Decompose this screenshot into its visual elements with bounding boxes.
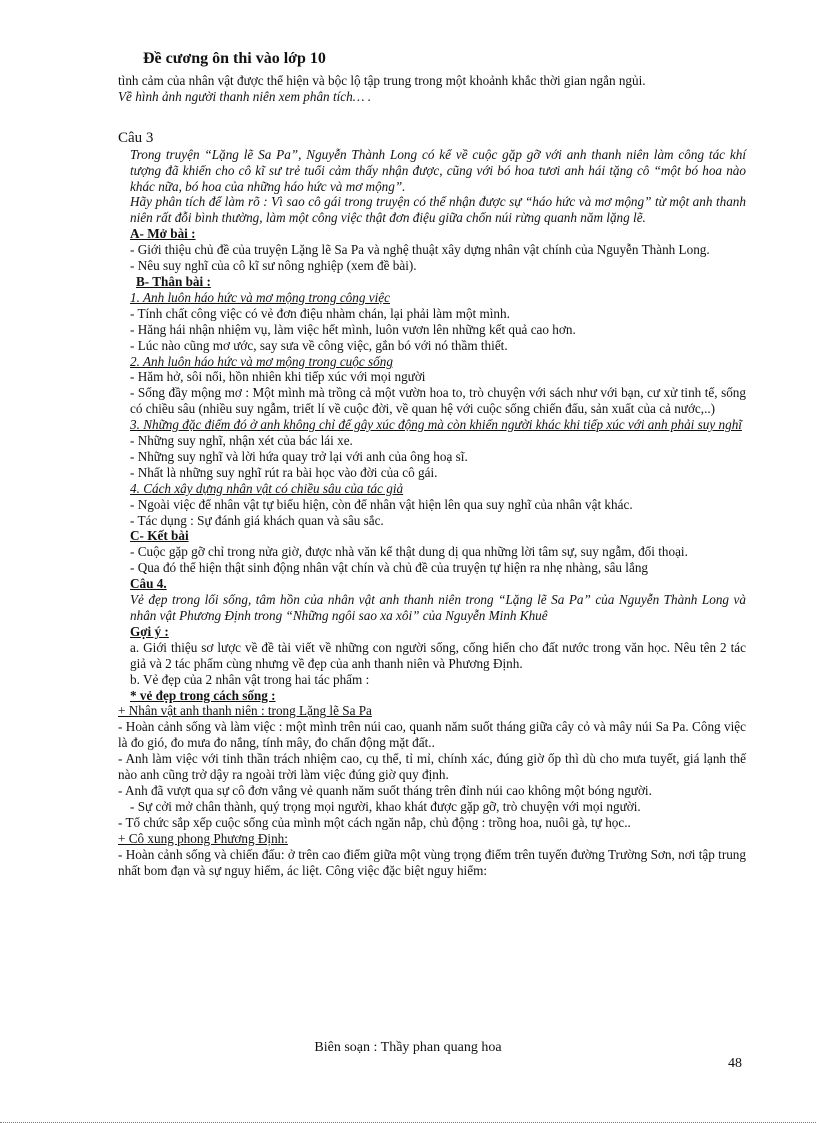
section-a-item: - Giới thiệu chủ đề của truyện Lặng lẽ Sa Pa và nghệ thuật xây dựng nhân vật chính của Nguyễn Thành Long. bbox=[130, 242, 710, 258]
section-a-item: - Nêu suy nghĩ của cô kĩ sư nông nghiệp (xem đề bài). bbox=[130, 258, 417, 274]
subsection-4-item: - Tác dụng : Sự đánh giá khách quan và sâu sắc. bbox=[130, 512, 384, 528]
character-2-item: - Hoàn cảnh sống và chiến đấu: ở trên cao điểm giữa một vùng trọng điểm trên tuyến đường Trường Sơn, nơi tập trung nhất bom đạn và sự nguy hiểm, ác liệt. Công việc đặc biệt nguy hiểm: bbox=[118, 846, 746, 878]
subsection-3-item: - Nhất là những suy nghĩ rút ra bài học vào đời của cô gái. bbox=[130, 464, 438, 480]
document-body bbox=[118, 52, 746, 878]
subsection-2-item: - Hăm hở, sôi nổi, hồn nhiên khi tiếp xúc với mọi người bbox=[130, 369, 426, 385]
subsection-4-title: 4. Cách xây dựng nhân vật có chiều sâu của tác giả bbox=[130, 480, 404, 496]
subsection-3-title: 3. Những đặc điểm đó ở anh không chỉ để gây xúc động mà còn khiến người khác khi tiếp xúc với anh phải suy nghĩ bbox=[130, 417, 742, 433]
section-c-title: C- Kết bài bbox=[130, 528, 189, 544]
section-a-title: A- Mở bài : bbox=[130, 226, 196, 242]
page-header: Đề cương ôn thi vào lớp 10 bbox=[143, 50, 326, 67]
section-b-title: B- Thân bài : bbox=[136, 273, 211, 289]
subsection-3-item: - Những suy nghĩ và lời hứa quay trở lại với anh của ông hoạ sĩ. bbox=[130, 448, 468, 464]
question-4-prompt: Vẻ đẹp trong lối sống, tâm hồn của nhân vật anh thanh niên trong “Lặng lẽ Sa Pa” của Nguyễn Thành Long và nhân vật Phương Định trong “Những ngôi sao xa xôi” của Nguyễn Minh Khuê bbox=[130, 592, 746, 623]
hint-star: * vẻ đẹp trong cách sống : bbox=[130, 687, 276, 703]
question-3-prompt: Trong truyện “Lặng lẽ Sa Pa”, Nguyễn Thành Long có kể về cuộc gặp gỡ với anh thanh niên làm công tác khí tượng đã khiến cho cô kĩ sư trẻ tuổi cảm thấy nhận được, cũng với bó hoa tươi anh hái tặng cô “một bó hoa nào khác nữa, bó hoa của những háo hức và mơ mộng”. bbox=[130, 146, 746, 194]
section-c-item: - Qua đó thể hiện thật sinh động nhân vật chín và chủ đề của truyện tự hiện ra nhẹ nhàng, sâu lắng bbox=[130, 560, 649, 576]
page-footer: Biên soạn : Thầy phan quang hoa bbox=[314, 1040, 502, 1055]
character-1-title: + Nhân vật anh thanh niên : trong Lặng lẽ Sa Pa bbox=[118, 703, 372, 719]
subsection-3-item: - Những suy nghĩ, nhận xét của bác lái xe. bbox=[130, 433, 353, 449]
intro-paragraph: tình cảm của nhân vật được thể hiện và bộc lộ tập trung trong một khoảnh khắc thời gian ngắn ngủi. bbox=[118, 73, 646, 88]
hint-title: Gợi ý : bbox=[130, 623, 169, 639]
subsection-2-item: - Sống đầy mộng mơ : Một mình mà trồng cả một vườn hoa to, trò chuyện với sách như với bạn, cư xử tinh tế, sống có chiều sâu (nhiều suy ngẫm, triết lí về cuộc đời, về quan hệ với cuộc sống chiến đấu, sản xuất của cả nước,..) bbox=[130, 385, 746, 417]
character-2-title: + Cô xung phong Phương Định: bbox=[118, 830, 288, 846]
character-1-item: - Hoàn cảnh sống và làm việc : một mình trên núi cao, quanh năm suốt tháng giữa cây cỏ và mây núi Sa Pa. Công việc là đo gió, đo mưa đo nắng, tính mây, đo chấn động mặt đất.. bbox=[118, 719, 746, 751]
character-1-item: - Anh làm việc với tinh thần trách nhiệm cao, cụ thể, tỉ mỉ, chính xác, đúng giờ ốp thì dù cho mưa tuyết, giá lạnh thế nào anh cũng trở dậy ra ngoài trời làm việc đúng giờ quy định. bbox=[118, 751, 746, 783]
hint-a: a. Giới thiệu sơ lược về đề tài viết về những con người sống, cống hiến cho đất nước trong văn học. Nêu tên 2 tác giả và 2 tác phẩm cùng nhưng về đẹp của anh thanh niên và Phương Định. bbox=[130, 639, 746, 671]
subsection-4-item: - Ngoài việc để nhân vật tự biểu hiện, còn để nhân vật hiện lên qua suy nghĩ của nhân vật khác. bbox=[130, 496, 633, 512]
subsection-1-item: - Lúc nào cũng mơ ước, say sưa về công việc, gắn bó với nó thầm thiết. bbox=[130, 337, 508, 353]
subsection-1-title: 1. Anh luôn háo hức và mơ mộng trong công việc bbox=[130, 289, 390, 305]
subsection-1-item: - Tính chất công việc có vẻ đơn điệu nhàm chán, lại phải làm một mình. bbox=[130, 305, 510, 321]
page-number: 48 bbox=[728, 1056, 742, 1071]
character-1-item: - Tổ chức sắp xếp cuộc sống của mình một cách ngăn nắp, chủ động : trồng hoa, nuôi gà, tự học.. bbox=[118, 814, 631, 830]
intro-note: Về hình ảnh người thanh niên xem phân tích… . bbox=[118, 88, 372, 104]
question-4-title: Câu 4. bbox=[130, 576, 167, 592]
question-3-title: Câu 3 bbox=[118, 129, 154, 146]
character-1-item: - Sự cởi mở chân thành, quý trọng mọi người, khao khát được gặp gỡ, trò chuyện với mọi người. bbox=[130, 798, 641, 814]
subsection-1-item: - Hăng hái nhận nhiệm vụ, làm việc hết mình, luôn vươn lên những kết quả cao hơn. bbox=[130, 321, 576, 337]
subsection-2-title: 2. Anh luôn háo hức và mơ mộng trong cuộc sống bbox=[130, 353, 393, 369]
section-c-item: - Cuộc gặp gỡ chỉ trong nửa giờ, được nhà văn kể thật dung dị qua những lời tâm sự, suy ngẫm, đối thoại. bbox=[130, 544, 688, 560]
question-3-task: Hãy phân tích để làm rõ : Vì sao cô gái trong truyện có thể nhận được sự “háo hức và mơ mộng” từ một anh thanh niên rất đỗi bình thường, làm một công việc thật đơn điệu giữa chốn núi rừng quanh năm lặng lẽ. bbox=[130, 194, 746, 226]
hint-b: b. Vẻ đẹp của 2 nhân vật trong hai tác phẩm : bbox=[130, 671, 370, 687]
character-1-item: - Anh đã vượt qua sự cô đơn vắng vẻ quanh năm suốt tháng trên đỉnh núi cao không một bóng người. bbox=[118, 782, 652, 798]
